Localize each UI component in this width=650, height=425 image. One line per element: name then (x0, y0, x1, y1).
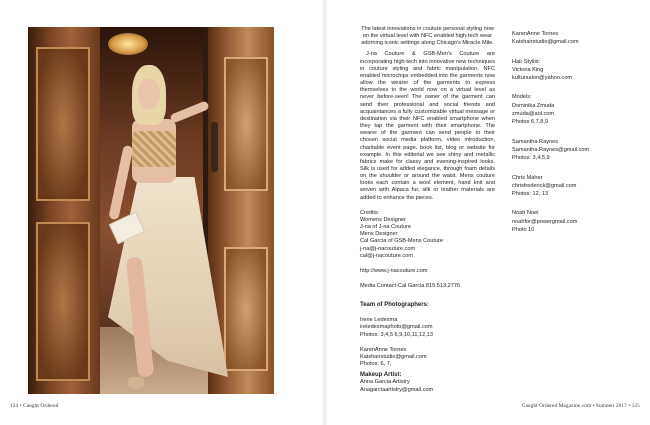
credits-line: Womens Designer (360, 216, 406, 223)
credits-line: Mens Designer (360, 231, 398, 238)
credit-line: Noah Noel (512, 210, 539, 217)
credit-entry (512, 174, 627, 199)
model-face (138, 79, 160, 109)
photographer-email: ireledesmaphoto@gmail.com (360, 324, 433, 331)
editorial-photo (28, 27, 274, 394)
credit-line: Chris Maher (512, 174, 543, 181)
photographer-email: Katshairstudio@gmail.com (360, 353, 427, 360)
website-link[interactable]: http://www.j-nacouture.com (360, 267, 428, 274)
credit-line: Hair Stylist: (512, 58, 541, 65)
makeup-name: Anna Garcia Artistry (360, 379, 410, 386)
photo-door-left-panel (36, 47, 90, 201)
credit-line: Dominika Zmuda (512, 102, 555, 109)
credit-line: zmuda@aol.com (512, 111, 555, 118)
makeup-email: Anagarciaartistry@gmail.com (360, 386, 434, 393)
credit-line: Katshairstudio@gmail.com (512, 39, 579, 46)
photo-lamp (108, 33, 148, 55)
credit-entry (512, 93, 627, 126)
credits-line: Cal Garcia of GSB-Mens Couture (360, 238, 444, 245)
photo-door-right-panel (224, 57, 268, 191)
credits-line: J-na of J-na Couture (360, 224, 411, 231)
page-folio-right: Caught Ordered Magazine.com • Summer 2017 • 125 (521, 403, 640, 409)
page-gutter (322, 0, 328, 425)
credit-entry (512, 30, 627, 47)
credit-line: Photos 6,7,8,9 (512, 119, 549, 126)
credit-line: Photos: 3,4,5,9 (512, 155, 550, 162)
credits-column (512, 30, 627, 245)
credits-line: cal@j-nacouture.com (360, 252, 413, 259)
credit-line: KarenAnne Tornes (512, 31, 559, 37)
photo-door-left-panel (36, 222, 90, 381)
credit-line: noahfor@powergmail.com (512, 218, 578, 225)
photographer-photos: Photos: 6, 7, (360, 361, 392, 368)
credits-line: j-na@j-nacouture.com (360, 245, 416, 252)
media-contact: Media Contact-Cal Garcia 815.513.2776 (360, 283, 461, 289)
photographer-photos: Photos: 3,4,5 6,9,10,11,12,13 (360, 331, 433, 338)
photographer-name: KarenAnne Tornes (360, 346, 407, 353)
photographers-heading: Team of Photographers: (360, 302, 429, 309)
credit-line: Samantha Raynes (512, 138, 559, 145)
credit-line: Victoria King (512, 66, 544, 73)
credit-line: chrisfrederick@gmail.com (512, 182, 577, 189)
credit-line: Photos: 12, 13 (512, 191, 549, 198)
credit-entry (512, 138, 627, 163)
article-column (360, 26, 495, 394)
makeup-heading: Makeup Artist: (360, 372, 402, 379)
page-folio-left: 124 • Caught Ordered (10, 403, 59, 409)
article-body: J-na Couture & GSB-Men's Couture are incorporating high-tech into innovative new techniques in couture styling and fabric manipulation. NFC enabled microchips embedded into the garments now allow the wearer of the garments to express themselves to the world now on a virtual level as never before-seen! The owner of the garment can send their professional and social friends and acquaintances a fully customizable virtual message or destination via their NFC enabled smartphone when they tap the garment with their smartphone. The wearer of the garment can send people to their chosen social media platform, video introduction, charitable event page, book list, blog or website for example. In this editorial we see shiny and metallic fabrics make for classy and evening-inspired looks. Silk is used for added elegance, through foam details on the shoulder or around the waist. Mens couture looks each contain a wool element, hand knit and woven with Alpaca fur, silk or leather materials are added to enhance the pieces. (360, 51, 495, 201)
credit-line: Models: (512, 94, 532, 101)
photo-door-right-panel (224, 247, 268, 371)
credit-entry (512, 58, 627, 83)
photographer-name: Irene Ledesma (360, 317, 398, 324)
photo-door-handle (211, 122, 218, 172)
model-top (132, 131, 176, 167)
credit-entry (512, 209, 627, 234)
credit-line: Samantha.Raynes@gmail.com (512, 146, 590, 153)
credit-line: kultursalon@yahoo.com (512, 75, 573, 82)
article-intro: The latest innovations in couture personal styling now on the virtual level with NFC enabled high-tech wear adorning iconic settings along Chicago's Miracle Mile. (361, 26, 494, 47)
credits-heading: Credits: (360, 209, 380, 216)
model-shoe (128, 377, 144, 389)
credit-line: Photo 10 (512, 227, 535, 234)
